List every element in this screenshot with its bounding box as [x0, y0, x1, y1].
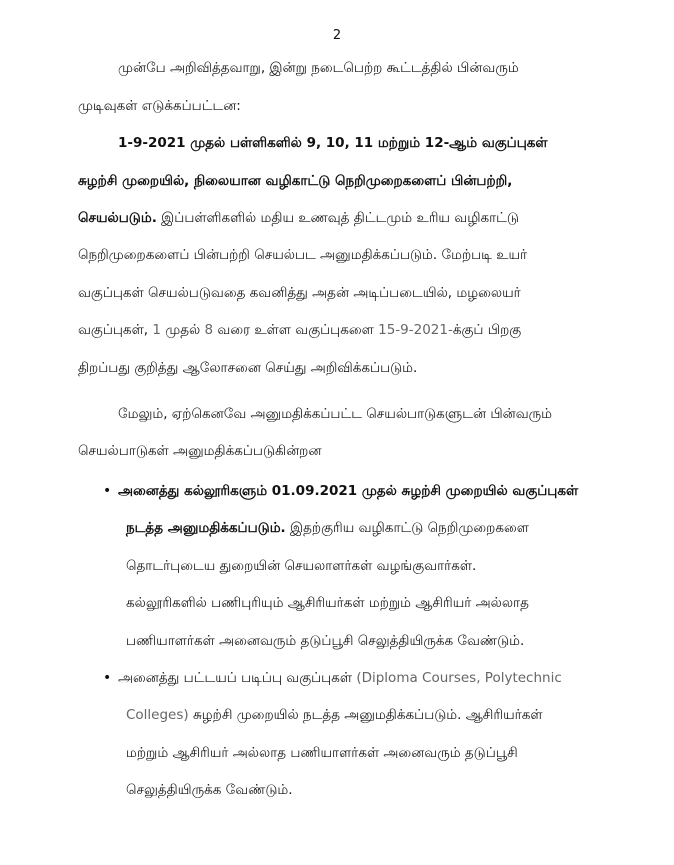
schools-line-5: வகுப்புகள் செயல்படுவதை கவனித்து அதன் அடிப்படையில், மழலையர்	[78, 285, 521, 301]
page-number: 2	[332, 28, 342, 43]
schools-line-6-b: 1	[152, 322, 161, 338]
bullet-2-line-2-a: Colleges)	[126, 707, 189, 723]
further-line-2: செயல்பாடுகள் அனுமதிக்கப்படுகின்றன	[78, 443, 322, 459]
schools-line-1: 1-9-2021 முதல் பள்ளிகளில் 9, 10, 11 மற்றும் 12-ஆம் வகுப்புகள்	[118, 135, 548, 151]
bullet-1-line-4: கல்லூரிகளில் பணிபுரியும் ஆசிரியர்கள் மற்றும் ஆசிரியர் அல்லாத	[126, 595, 529, 611]
schools-line-3	[78, 208, 519, 228]
bullet-1-line-2	[126, 518, 529, 538]
bullet-1-line-2-rest: இதற்குரிய வழிகாட்டு நெறிமுறைகளை	[289, 520, 529, 536]
schools-line-7: திறப்பது குறித்து ஆலோசனை செய்து அறிவிக்கப்படும்.	[78, 360, 418, 376]
schools-line-6-f: 15-9-2021-	[378, 322, 453, 338]
bullet-2-line-1-b: (Diploma Courses, Polytechnic	[356, 670, 562, 686]
bullet-2-line-2-b: சுழற்சி முறையில் நடத்த அனுமதிக்கப்படும். ஆசிரியர்கள்	[192, 707, 543, 723]
bullet-2-line-1	[118, 668, 562, 688]
schools-line-2: சுழற்சி முறையில், நிலையான வழிகாட்டு நெறிமுறைகளைப் பின்பற்றி,	[78, 173, 513, 189]
bullet-2-line-1-a: அனைத்து பட்டயப் படிப்பு வகுப்புகள்	[118, 670, 353, 686]
schools-line-6-a: வகுப்புகள்,	[78, 322, 149, 338]
bullet-1-line-2-bold: நடத்த அனுமதிக்கப்படும்.	[126, 520, 286, 536]
bullet-1-line-1: அனைத்து கல்லூரிகளும் 01.09.2021 முதல் சுழற்சி முறையில் வகுப்புகள்	[118, 483, 579, 499]
intro-line-2: முடிவுகள் எடுக்கப்பட்டன:	[78, 98, 241, 114]
bullet-2-line-3: மற்றும் ஆசிரியர் அல்லாத பணியாளர்கள் அனைவரும் தடுப்பூசி	[126, 745, 518, 761]
further-line-1: மேலும், ஏற்கெனவே அனுமதிக்கப்பட்ட செயல்பாடுகளுடன் பின்வரும்	[118, 406, 553, 422]
schools-line-3-bold: செயல்படும்.	[78, 210, 157, 226]
schools-line-6-g: க்குப் பிறகு	[452, 322, 522, 338]
bullet-2-line-2	[126, 705, 543, 725]
schools-line-3-rest: இப்பள்ளிகளில் மதிய உணவுத் திட்டமும் உரிய வழிகாட்டு	[161, 210, 519, 226]
schools-line-6-d: 8	[204, 322, 214, 338]
bullet-1-line-5: பணியாளர்கள் அனைவரும் தடுப்பூசி செலுத்தியிருக்க வேண்டும்.	[126, 633, 525, 649]
bullet-2-line-4: செலுத்தியிருக்க வேண்டும்.	[126, 782, 293, 798]
bullet-2-marker: •	[103, 670, 112, 686]
schools-line-6-c: முதல்	[165, 322, 201, 338]
schools-line-4: நெறிமுறைகளைப் பின்பற்றி செயல்பட அனுமதிக்கப்படும். மேற்படி உயர்	[78, 247, 528, 263]
intro-line-1: முன்பே அறிவித்தவாறு, இன்று நடைபெற்ற கூட்டத்தில் பின்வரும்	[118, 60, 519, 76]
schools-line-6-e: வரை உள்ள வகுப்புகளை	[217, 322, 374, 338]
bullet-1-line-3: தொடர்புடைய துறையின் செயலாளர்கள் வழங்குவார்கள்.	[126, 558, 477, 574]
bullet-1-marker: •	[103, 483, 112, 499]
schools-line-6	[78, 320, 521, 340]
